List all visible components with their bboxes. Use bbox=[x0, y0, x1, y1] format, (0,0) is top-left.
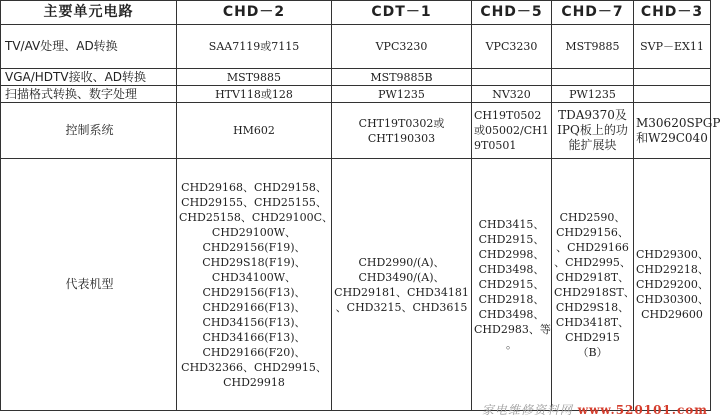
model-entry: CHD29918 bbox=[223, 375, 285, 389]
watermark-site: www.520101.com bbox=[577, 403, 708, 417]
model-entry: CHD29181、CHD34181 bbox=[334, 285, 469, 299]
cell-scan-chd3 bbox=[634, 86, 711, 103]
model-entry: CHD34156(F13)、 bbox=[202, 315, 306, 329]
model-entry: CHD3498、 bbox=[478, 263, 545, 276]
model-entry: 。 bbox=[506, 338, 517, 351]
model-entry: CHD3415、 bbox=[478, 218, 545, 231]
model-entry: CHD2998、 bbox=[478, 248, 545, 261]
model-entry: CHD29S18、 bbox=[555, 300, 630, 314]
cell-scan-chd2: HTV118或128 bbox=[177, 86, 332, 103]
row-vga bbox=[1, 69, 711, 86]
row-control bbox=[1, 103, 711, 159]
model-entry: CHD32366、CHD29915、 bbox=[181, 360, 327, 374]
model-entry: CHD30300、 bbox=[636, 293, 709, 306]
row-models bbox=[1, 159, 711, 411]
header-row bbox=[1, 1, 711, 25]
watermark-text: 家电维修资料网 bbox=[481, 403, 573, 417]
model-entry: CHD34100W、 bbox=[211, 270, 297, 284]
row-label-control: 控制系统 bbox=[1, 103, 177, 159]
cell-models-chd2 bbox=[177, 159, 332, 411]
model-entry: CHD2915 bbox=[565, 330, 620, 344]
header-chd7: CHD－7 bbox=[552, 1, 634, 25]
watermark bbox=[482, 401, 708, 418]
cell-tvav-cdt1: VPC3230 bbox=[332, 25, 472, 69]
header-main-circuits: 主要单元电路 bbox=[1, 1, 177, 25]
cell-scan-chd5: NV320 bbox=[472, 86, 552, 103]
cell-vga-chd2: MST9885 bbox=[177, 69, 332, 86]
model-entry: CHD2918ST、 bbox=[554, 285, 635, 299]
model-entry: CHD29300、 bbox=[636, 248, 709, 261]
header-cdt1: CDT－1 bbox=[332, 1, 472, 25]
model-entry: CHD3490/(A)、 bbox=[358, 270, 445, 284]
cell-vga-chd5 bbox=[472, 69, 552, 86]
cell-control-chd3: M30620SPGP和W29C040 bbox=[634, 103, 711, 159]
cell-tvav-chd5: VPC3230 bbox=[472, 25, 552, 69]
cell-vga-chd3 bbox=[634, 69, 711, 86]
cell-tvav-chd7: MST9885 bbox=[552, 25, 634, 69]
model-entry: CHD29156、 bbox=[556, 225, 629, 239]
header-chd2: CHD－2 bbox=[177, 1, 332, 25]
model-entry: CHD2915、 bbox=[478, 278, 545, 291]
model-entry: CHD2918、 bbox=[478, 293, 545, 306]
cell-vga-cdt1: MST9885B bbox=[332, 69, 472, 86]
cell-control-chd2: HM602 bbox=[177, 103, 332, 159]
cell-models-chd5 bbox=[472, 159, 552, 411]
row-scan bbox=[1, 86, 711, 103]
cell-tvav-chd2: SAA7119或7115 bbox=[177, 25, 332, 69]
model-entry: CHD29166(F13)、 bbox=[202, 300, 306, 314]
model-entry: CHD2590、 bbox=[559, 210, 626, 224]
model-entry: CHD29100W、 bbox=[211, 225, 297, 239]
cell-control-cdt1: CHT19T0302或CHT190303 bbox=[332, 103, 472, 159]
model-entry: 、CHD3215、CHD3615 bbox=[335, 300, 468, 314]
model-entry: CHD29218、 bbox=[636, 263, 709, 276]
model-entry: CHD2990/(A)、 bbox=[358, 255, 445, 269]
cell-models-cdt1 bbox=[332, 159, 472, 411]
model-entry: CHD29600 bbox=[641, 308, 703, 321]
model-entry: CHD2983、等 bbox=[474, 323, 551, 336]
model-entry: CHD29156(F13)、 bbox=[202, 285, 306, 299]
model-entry: CHD34166(F13)、 bbox=[202, 330, 306, 344]
model-entry: CHD3418T、 bbox=[555, 315, 630, 329]
cell-tvav-chd3: SVP－EX11 bbox=[634, 25, 711, 69]
model-entry: CHD29168、CHD29158、 bbox=[181, 180, 327, 194]
model-entry: CHD25158、CHD29100C、 bbox=[179, 210, 334, 224]
model-entry: CHD29166(F20)、 bbox=[202, 345, 306, 359]
cell-models-chd3 bbox=[634, 159, 711, 411]
row-label-scan: 扫描格式转换、数字处理 bbox=[1, 86, 177, 103]
row-label-models: 代表机型 bbox=[1, 159, 177, 411]
model-entry: CHD3498、 bbox=[478, 308, 545, 321]
model-entry: 、CHD2995、 bbox=[554, 255, 631, 269]
model-entry: 、CHD29166 bbox=[556, 240, 629, 254]
row-tvav bbox=[1, 25, 711, 69]
model-entry: CHD2918T、 bbox=[555, 270, 630, 284]
row-label-vga: VGA/HDTV接收、AD转换 bbox=[1, 69, 177, 86]
model-entry: CHD29S18(F19)、 bbox=[202, 255, 306, 269]
header-chd5: CHD－5 bbox=[472, 1, 552, 25]
cell-vga-chd7 bbox=[552, 69, 634, 86]
cell-scan-chd7: PW1235 bbox=[552, 86, 634, 103]
cell-control-chd7: TDA9370及IPQ板上的功能扩展块 bbox=[552, 103, 634, 159]
model-entry: CHD29156(F19)、 bbox=[202, 240, 306, 254]
model-entry: （B） bbox=[577, 345, 608, 359]
model-entry: CHD29155、CHD25155、 bbox=[181, 195, 327, 209]
cell-scan-cdt1: PW1235 bbox=[332, 86, 472, 103]
model-entry: CHD29200、 bbox=[636, 278, 709, 291]
cell-models-chd7 bbox=[552, 159, 634, 411]
model-entry: CHD2915、 bbox=[478, 233, 545, 246]
row-label-tvav: TV/AV处理、AD转换 bbox=[1, 25, 177, 69]
cell-control-chd5: CH19T0502或05002/CH19T0501 bbox=[472, 103, 552, 159]
header-chd3: CHD－3 bbox=[634, 1, 711, 25]
